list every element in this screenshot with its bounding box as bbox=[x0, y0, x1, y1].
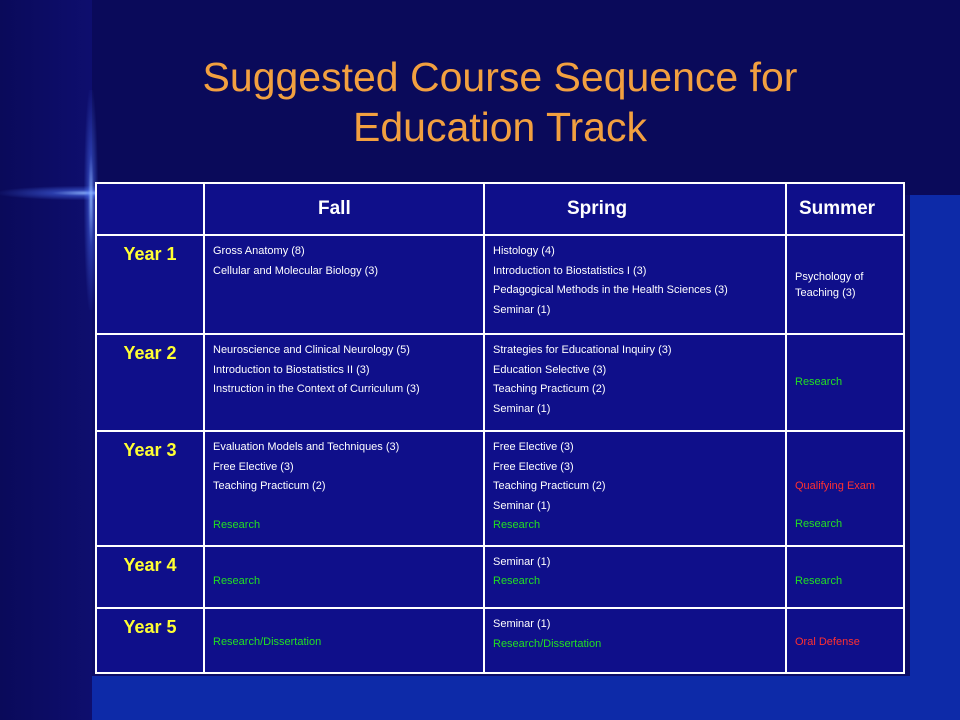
research-item: Research bbox=[213, 519, 261, 531]
table-row bbox=[96, 608, 904, 673]
course-item: Teaching Practicum (2) bbox=[493, 383, 606, 396]
spring-cell bbox=[484, 334, 786, 431]
course-sequence-table bbox=[95, 182, 905, 674]
course-item: Teaching Practicum (2) bbox=[213, 480, 326, 492]
research-item: Research bbox=[213, 574, 261, 587]
course-item: Teaching (3) bbox=[795, 286, 856, 299]
course-item: Cellular and Molecular Biology (3) bbox=[213, 264, 379, 277]
research-item: Research bbox=[795, 574, 843, 587]
slide-title bbox=[90, 52, 910, 152]
background-right bbox=[910, 195, 960, 720]
spacer bbox=[213, 497, 483, 517]
table-row bbox=[96, 334, 904, 431]
year-label: Year 3 bbox=[96, 431, 204, 546]
spring-cell bbox=[484, 431, 786, 546]
fall-cell bbox=[204, 608, 484, 673]
year-label: Year 1 bbox=[96, 235, 204, 334]
summer-cell bbox=[786, 431, 904, 546]
research-item: Research bbox=[795, 517, 843, 530]
spring-cell bbox=[484, 235, 786, 334]
fall-cell bbox=[204, 334, 484, 431]
header-fall: Fall bbox=[204, 183, 484, 235]
summer-cell bbox=[786, 235, 904, 334]
fall-cell bbox=[204, 235, 484, 334]
summer-cell bbox=[786, 608, 904, 673]
table-row bbox=[96, 546, 904, 609]
course-item: Teaching Practicum (2) bbox=[493, 480, 606, 492]
header-row bbox=[96, 183, 904, 235]
course-item: Gross Anatomy (8) bbox=[213, 245, 305, 258]
research-item: Research bbox=[795, 375, 843, 388]
year-label: Year 5 bbox=[96, 608, 204, 673]
background-left bbox=[0, 0, 92, 720]
course-item: Free Elective (3) bbox=[213, 460, 294, 473]
course-item: Seminar (1) bbox=[493, 303, 551, 316]
year-label: Year 4 bbox=[96, 546, 204, 609]
course-item: Neuroscience and Clinical Neurology (5) bbox=[213, 344, 410, 357]
fall-cell bbox=[204, 546, 484, 609]
research-item: Research/Dissertation bbox=[493, 637, 602, 650]
header-spring: Spring bbox=[484, 183, 786, 235]
year-label: Year 2 bbox=[96, 334, 204, 431]
exam-item: Qualifying Exam bbox=[795, 480, 876, 492]
table-row bbox=[96, 431, 904, 546]
course-item: Education Selective (3) bbox=[493, 363, 607, 376]
course-item: Free Elective (3) bbox=[493, 460, 574, 473]
summer-cell bbox=[786, 334, 904, 431]
course-item: Introduction to Biostatistics II (3) bbox=[213, 363, 370, 376]
spring-cell bbox=[484, 608, 786, 673]
course-item: Free Elective (3) bbox=[493, 441, 574, 453]
research-item: Research/Dissertation bbox=[213, 636, 322, 649]
fall-cell bbox=[204, 431, 484, 546]
course-item: Strategies for Educational Inquiry (3) bbox=[493, 344, 672, 357]
course-item: Instruction in the Context of Curriculum (3) bbox=[213, 383, 420, 396]
slide-title-line-2: Education Track bbox=[353, 104, 647, 150]
course-item: Seminar (1) bbox=[493, 618, 551, 631]
course-item: Psychology of bbox=[795, 270, 864, 283]
course-item: Histology (4) bbox=[493, 245, 555, 258]
spring-cell bbox=[484, 546, 786, 609]
background-bottom bbox=[92, 676, 960, 720]
course-item: Seminar (1) bbox=[493, 402, 551, 415]
header-summer: Summer bbox=[786, 183, 904, 235]
course-item: Introduction to Biostatistics I (3) bbox=[493, 264, 647, 277]
table-row bbox=[96, 235, 904, 334]
course-item: Evaluation Models and Techniques (3) bbox=[213, 441, 400, 453]
course-item: Seminar (1) bbox=[493, 555, 551, 568]
slide-title-line-1: Suggested Course Sequence for bbox=[202, 54, 798, 100]
research-item: Research bbox=[493, 519, 541, 531]
corner-cell bbox=[96, 183, 204, 235]
research-item: Research bbox=[493, 575, 541, 588]
course-item: Pedagogical Methods in the Health Sciences (3) bbox=[493, 284, 728, 297]
summer-cell bbox=[786, 546, 904, 609]
exam-item: Oral Defense bbox=[795, 636, 860, 649]
course-item: Seminar (1) bbox=[493, 499, 551, 512]
